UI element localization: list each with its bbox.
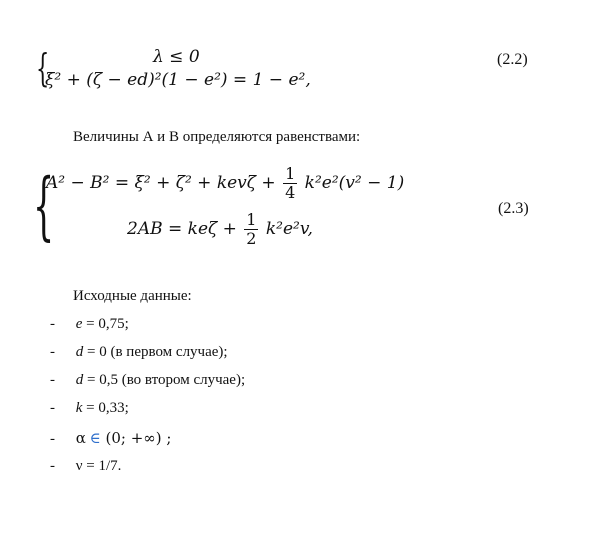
eq23-line2-fraction xyxy=(244,211,258,248)
eq22-line1: λ ≤ 0 xyxy=(153,47,200,67)
eq23-brace: { xyxy=(33,163,55,249)
data-heading: Исходные данные: xyxy=(73,288,192,304)
list-dash: - xyxy=(50,372,55,388)
eq23-line2-frac-den: 2 xyxy=(246,229,257,248)
list-dash: - xyxy=(50,400,55,416)
eq23-line2-frac-num: 1 xyxy=(246,210,257,229)
list-symbol: α xyxy=(75,429,86,447)
eq23-line2-right: k²e²v, xyxy=(265,219,313,239)
list-text: (0; +∞) ; xyxy=(100,429,172,447)
list-item-e xyxy=(50,316,129,333)
list-symbol: d xyxy=(75,372,84,388)
list-text: = 1/7. xyxy=(82,458,122,474)
list-dash: - xyxy=(50,316,55,332)
eq22-line2: ξ² + (ζ − ed)²(1 − e²) = 1 − e², xyxy=(45,70,311,90)
list-symbol: k xyxy=(75,400,83,416)
intro-text: Величины А и В определяются равенствами: xyxy=(73,129,361,145)
list-dash: - xyxy=(50,431,55,447)
eq23-line1 xyxy=(46,165,404,202)
list-symbol: d xyxy=(75,344,84,360)
eq23-number: (2.3) xyxy=(498,200,529,217)
eq22-brace: { xyxy=(36,46,50,90)
list-item-k xyxy=(50,400,129,417)
eq23-line2-left: 2AB = keζ + xyxy=(127,219,237,239)
list-text: = 0,5 (во втором случае); xyxy=(83,372,246,388)
list-symbol: ν xyxy=(75,458,83,474)
list-item-nu xyxy=(50,458,121,475)
eq23-line1-frac-num: 1 xyxy=(285,164,296,183)
element-of-symbol: ∈ xyxy=(89,429,101,447)
eq22-number: (2.2) xyxy=(497,51,528,68)
list-text: = 0,75; xyxy=(82,316,129,332)
list-dash: - xyxy=(50,458,55,474)
list-symbol: e xyxy=(75,316,83,332)
list-dash: - xyxy=(50,344,55,360)
eq23-line1-right: k²e²(v² − 1) xyxy=(304,173,405,193)
list-item-d-first xyxy=(50,344,228,361)
eq23-line1-left: A² − B² = ξ² + ζ² + kevζ + xyxy=(46,173,276,193)
list-text: = 0,33; xyxy=(82,400,129,416)
list-text: = 0 (в первом случае); xyxy=(83,344,228,360)
list-item-alpha xyxy=(50,429,171,448)
list-item-d-second xyxy=(50,372,245,389)
eq23-line1-frac-den: 4 xyxy=(285,183,296,202)
eq23-line2 xyxy=(127,211,313,248)
eq23-line1-fraction xyxy=(283,165,297,202)
